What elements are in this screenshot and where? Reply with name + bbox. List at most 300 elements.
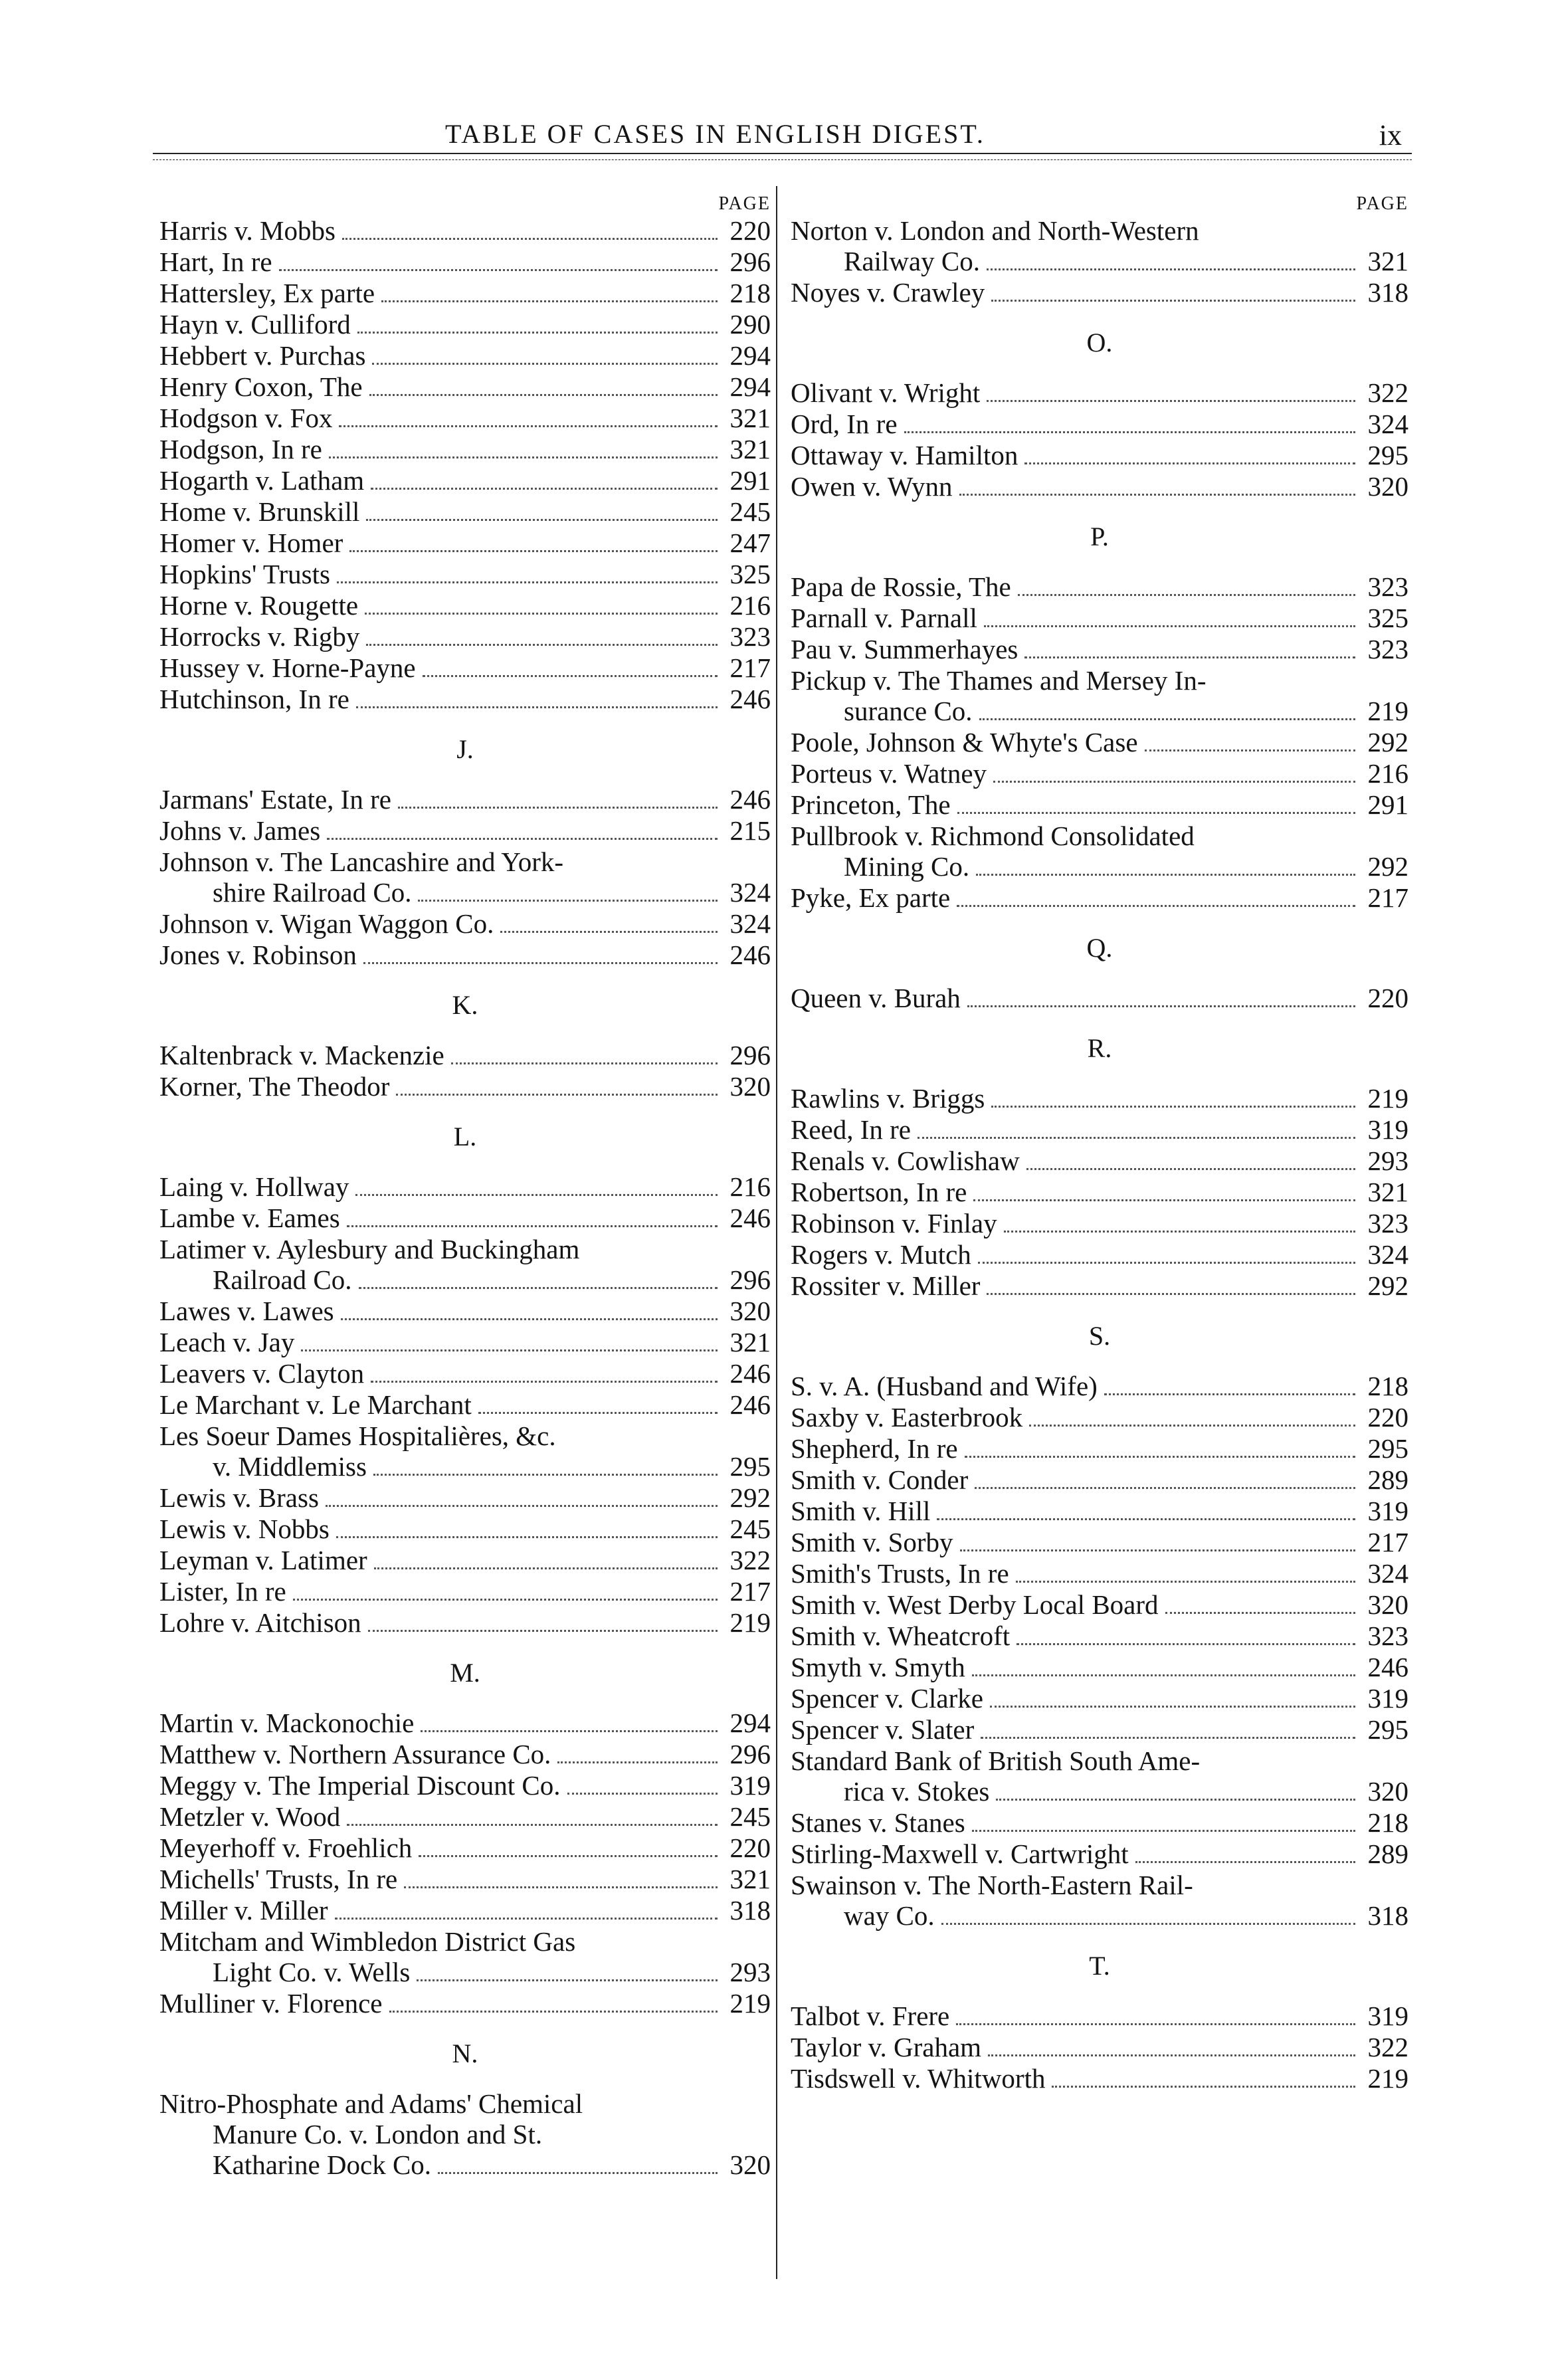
dot-leader (398, 807, 718, 809)
case-page-number: 323 (1367, 1208, 1408, 1239)
case-page-number: 322 (1367, 377, 1408, 408)
case-entry (791, 1621, 1408, 1652)
case-page-number: 324 (1367, 1558, 1408, 1589)
case-entry (791, 2063, 1408, 2094)
case-entry (791, 1683, 1408, 1714)
dot-leader (557, 1761, 718, 1763)
letter-section (791, 1302, 1408, 1932)
dot-leader (972, 1674, 1355, 1676)
page-column-label: PAGE (1356, 193, 1408, 214)
column-separator (776, 186, 777, 2279)
case-entry (159, 434, 771, 465)
case-entry (159, 1708, 771, 1739)
dot-leader (365, 613, 718, 615)
dot-leader (478, 1412, 718, 1414)
dot-leader (987, 400, 1355, 402)
case-page-number: 220 (1367, 1402, 1408, 1433)
case-entry (791, 1208, 1408, 1239)
dot-leader (959, 494, 1356, 496)
case-name: Meyerhoff v. Froehlich (159, 1833, 413, 1863)
case-entry (791, 758, 1408, 789)
case-name: Tisdswell v. Whitworth (791, 2063, 1046, 2094)
case-entry (159, 652, 771, 684)
case-page-number: 319 (729, 1770, 771, 1801)
case-page-number: 323 (1367, 571, 1408, 602)
dot-leader (293, 1599, 718, 1601)
dot-leader (372, 363, 718, 365)
case-name: Smith v. West Derby Local Board (791, 1589, 1159, 1620)
section-letter-heading: Q. (1086, 933, 1113, 963)
case-page-number: 218 (1367, 1807, 1408, 1838)
case-name: Porteus v. Watney (791, 758, 987, 789)
case-name: Smith v. Hill (791, 1496, 931, 1526)
case-name: Johnson v. The Lancashire and York- (159, 846, 564, 877)
dot-leader (368, 1630, 718, 1632)
case-entry (159, 1389, 771, 1421)
case-entry (791, 882, 1408, 914)
case-page-number: 294 (729, 340, 771, 371)
case-entry (159, 1957, 771, 1988)
case-name: Queen v. Burah (791, 983, 961, 1013)
case-page-number: 323 (1367, 634, 1408, 664)
case-entry (159, 1514, 771, 1545)
case-page-number: 293 (729, 1957, 771, 1987)
case-name: Hopkins' Trusts (159, 559, 330, 589)
case-entry (791, 1114, 1408, 1145)
case-entry (159, 496, 771, 528)
case-name: Saxby v. Easterbrook (791, 1402, 1023, 1433)
case-name: Stanes v. Stanes (791, 1807, 965, 1838)
case-entry (791, 1527, 1408, 1558)
section-letter-heading: R. (1087, 1033, 1112, 1063)
case-entry (159, 1264, 771, 1296)
case-name: Rogers v. Mutch (791, 1239, 971, 1270)
case-name: Shepherd, In re (791, 1433, 958, 1464)
case-page-number: 219 (1367, 2063, 1408, 2094)
case-name: Taylor v. Graham (791, 2032, 982, 2062)
case-page-number: 320 (729, 1071, 771, 1102)
case-entry (791, 471, 1408, 502)
dot-leader (451, 1062, 718, 1064)
case-name: Rossiter v. Miller (791, 1270, 981, 1301)
case-name: Leavers v. Clayton (159, 1358, 365, 1389)
case-page-number: 245 (729, 1801, 771, 1832)
case-entry (159, 1833, 771, 1864)
case-entry (159, 1988, 771, 2019)
case-name: Pullbrook v. Richmond Consolidated (791, 821, 1195, 851)
dot-leader (987, 1293, 1355, 1295)
letter-section (159, 1102, 771, 1638)
case-page-number: 291 (1367, 789, 1408, 820)
case-page-number: 217 (729, 652, 771, 683)
dot-leader (1135, 1861, 1355, 1863)
case-name: Lawes v. Lawes (159, 1296, 334, 1326)
running-title: TABLE OF CASES IN ENGLISH DIGEST. (445, 119, 985, 149)
case-name: Hutchinson, In re (159, 684, 349, 714)
case-name: Ord, In re (791, 409, 898, 439)
dot-leader (337, 581, 718, 583)
case-name: Leyman v. Latimer (159, 1545, 367, 1575)
case-entry (791, 603, 1408, 634)
dot-leader (341, 1318, 718, 1320)
case-name: Ottaway v. Hamilton (791, 440, 1018, 470)
dot-leader (301, 1349, 718, 1351)
case-entry (791, 215, 1408, 246)
page-header (133, 118, 1428, 158)
dot-leader (973, 1199, 1355, 1201)
case-page-number: 290 (729, 309, 771, 340)
case-page-number: 324 (729, 877, 771, 908)
case-entry (791, 1177, 1408, 1208)
case-page-number: 294 (729, 1708, 771, 1738)
case-entry (159, 1358, 771, 1389)
case-name: Pyke, Ex parte (791, 882, 951, 913)
case-entry (159, 1926, 771, 1957)
dot-leader (347, 1824, 718, 1826)
case-entry (159, 1327, 771, 1358)
header-rule-dashed (153, 159, 1412, 160)
right-sections (791, 215, 1408, 2094)
case-page-number: 319 (1367, 1683, 1408, 1714)
case-name: Harris v. Mobbs (159, 215, 336, 246)
case-page-number: 319 (1367, 1114, 1408, 1145)
case-entry (791, 1402, 1408, 1433)
case-page-number: 292 (1367, 851, 1408, 882)
case-page-number: 296 (729, 1739, 771, 1769)
case-name: Homer v. Homer (159, 528, 343, 558)
dot-leader (381, 300, 718, 302)
case-entry (159, 590, 771, 621)
case-page-number: 220 (729, 1833, 771, 1863)
dot-leader (438, 2172, 718, 2174)
case-entry (791, 2032, 1408, 2063)
case-entry (791, 440, 1408, 471)
dot-leader (1024, 462, 1355, 464)
case-name: Hart, In re (159, 247, 272, 277)
dot-leader (937, 1518, 1355, 1520)
case-name: Hussey v. Horne-Payne (159, 652, 416, 683)
case-entry (159, 1576, 771, 1607)
case-name: Spencer v. Clarke (791, 1683, 983, 1714)
case-page-number: 245 (729, 496, 771, 527)
dot-leader (366, 519, 718, 521)
case-page-number: 293 (1367, 1145, 1408, 1176)
case-page-number: 292 (1367, 1270, 1408, 1301)
case-name: Metzler v. Wood (159, 1801, 341, 1832)
case-page-number: 321 (1367, 1177, 1408, 1207)
section-letter-heading: N. (452, 2038, 478, 2068)
case-page-number: 246 (729, 1389, 771, 1420)
case-name: Hayn v. Culliford (159, 309, 351, 340)
case-entry (791, 1807, 1408, 1838)
case-entry (159, 784, 771, 815)
case-entry (791, 1558, 1408, 1589)
letter-section (159, 715, 771, 971)
case-page-number: 321 (1367, 246, 1408, 276)
dot-leader (978, 1262, 1355, 1264)
case-name: Lewis v. Nobbs (159, 1514, 330, 1544)
case-name: Katharine Dock Co. (213, 2149, 432, 2180)
case-entry (159, 846, 771, 877)
case-name: Reed, In re (791, 1114, 911, 1145)
case-entry (791, 1745, 1408, 1776)
case-entry (791, 727, 1408, 758)
case-name: Manure Co. v. London and St. (213, 2119, 543, 2149)
case-entry (159, 1171, 771, 1203)
dot-leader (371, 488, 718, 490)
dot-leader (1018, 594, 1355, 596)
case-entry (159, 465, 771, 496)
case-page-number: 219 (729, 1988, 771, 2019)
case-entry (791, 821, 1408, 851)
section-letter-heading: J. (456, 734, 474, 764)
case-name: Lister, In re (159, 1576, 286, 1607)
case-name: Spencer v. Slater (791, 1714, 975, 1745)
case-page-number: 319 (1367, 2001, 1408, 2031)
case-entry (791, 1433, 1408, 1464)
case-entry (791, 1464, 1408, 1496)
dot-leader (389, 2011, 718, 2013)
dot-leader (972, 1830, 1355, 1832)
case-page-number: 323 (729, 621, 771, 652)
case-entry (159, 684, 771, 715)
case-name: Smyth v. Smyth (791, 1652, 965, 1682)
case-entry (791, 1714, 1408, 1745)
case-entry (791, 1838, 1408, 1870)
case-name: Stirling-Maxwell v. Cartwright (791, 1838, 1129, 1869)
case-entry (791, 1371, 1408, 1402)
case-page-number: 322 (729, 1545, 771, 1575)
case-name: Hodgson, In re (159, 434, 322, 464)
dot-leader (421, 1730, 718, 1732)
case-entry (791, 1496, 1408, 1527)
case-name: Pau v. Summerhayes (791, 634, 1018, 664)
right-column (791, 193, 1408, 2094)
letter-section (159, 2019, 771, 2181)
case-name: way Co. (844, 1900, 935, 1931)
case-entry (159, 1739, 771, 1770)
case-entry (791, 1900, 1408, 1932)
letter-section (791, 1932, 1408, 2094)
dot-leader (327, 838, 718, 840)
case-page-number: 320 (1367, 1776, 1408, 1807)
dot-leader (991, 300, 1355, 302)
case-entry (791, 1652, 1408, 1683)
case-name: Renals v. Cowlishaw (791, 1145, 1020, 1176)
case-name: Princeton, The (791, 789, 951, 820)
letter-section (791, 914, 1408, 1014)
case-page-number: 325 (729, 559, 771, 589)
case-entry (791, 1589, 1408, 1621)
case-page-number: 320 (729, 2149, 771, 2180)
case-name: Lambe v. Eames (159, 1203, 340, 1233)
case-name: Robinson v. Finlay (791, 1208, 997, 1239)
case-name: Laing v. Hollway (159, 1171, 349, 1202)
case-page-number: 295 (1367, 440, 1408, 470)
dot-leader (500, 931, 718, 933)
dot-leader (965, 1456, 1355, 1458)
case-name: Kaltenbrack v. Mackenzie (159, 1040, 444, 1070)
case-name: Mining Co. (844, 851, 970, 882)
case-entry (159, 815, 771, 846)
section-letter-heading: K. (452, 990, 478, 1020)
case-name: shire Railroad Co. (213, 877, 412, 908)
case-page-number: 296 (729, 1264, 771, 1295)
case-name: Les Soeur Dames Hospitalières, &c. (159, 1421, 556, 1451)
case-name: Talbot v. Frere (791, 2001, 950, 2031)
case-page-number: 296 (729, 247, 771, 277)
case-name: Leach v. Jay (159, 1327, 295, 1357)
case-entry (791, 571, 1408, 603)
case-page-number: 217 (1367, 882, 1408, 913)
dot-leader (996, 1799, 1355, 1801)
case-page-number: 322 (1367, 2032, 1408, 2062)
case-page-number: 292 (1367, 727, 1408, 757)
case-entry (159, 1801, 771, 1833)
case-page-number: 246 (729, 784, 771, 815)
dot-leader (1104, 1393, 1355, 1395)
dot-leader (339, 425, 718, 427)
case-page-number: 215 (729, 815, 771, 846)
case-name: Hodgson v. Fox (159, 403, 333, 433)
case-page-number: 219 (1367, 696, 1408, 726)
case-page-number: 318 (1367, 1900, 1408, 1931)
case-entry (159, 908, 771, 940)
dot-leader (975, 1487, 1355, 1489)
case-page-number: 291 (729, 465, 771, 496)
case-name: Horne v. Rougette (159, 590, 359, 621)
case-page-number: 321 (729, 434, 771, 464)
case-entry (791, 1083, 1408, 1114)
case-page-number: 292 (729, 1482, 771, 1513)
dot-leader (1026, 1168, 1355, 1170)
case-page-number: 324 (1367, 1239, 1408, 1270)
case-name: Lewis v. Brass (159, 1482, 319, 1513)
dot-leader (1052, 2086, 1355, 2088)
case-name: Parnall v. Parnall (791, 603, 977, 633)
case-page-number: 319 (1367, 1496, 1408, 1526)
case-name: Smith v. Sorby (791, 1527, 953, 1557)
case-entry (791, 246, 1408, 277)
dot-leader (396, 1094, 718, 1096)
case-name: rica v. Stokes (844, 1776, 990, 1807)
case-page-number: 246 (729, 684, 771, 714)
section-letter-heading: P. (1090, 522, 1109, 551)
case-entry (159, 528, 771, 559)
dot-leader (373, 1474, 718, 1476)
case-name: Railway Co. (844, 246, 980, 276)
dot-leader (366, 644, 718, 646)
dot-leader (349, 550, 718, 552)
letter-section (791, 502, 1408, 914)
section-letter-heading: S. (1088, 1321, 1111, 1351)
case-entry (159, 1234, 771, 1264)
dot-leader (1029, 1425, 1355, 1427)
dot-leader (984, 625, 1355, 627)
dot-leader (988, 2054, 1355, 2056)
case-name: Pickup v. The Thames and Mersey In- (791, 665, 1207, 696)
case-entry (791, 983, 1408, 1014)
case-entry (159, 1203, 771, 1234)
case-entry (159, 1864, 771, 1895)
case-name: Le Marchant v. Le Marchant (159, 1389, 472, 1420)
case-page-number: 216 (729, 590, 771, 621)
case-page-number: 320 (729, 1296, 771, 1326)
dot-leader (279, 269, 718, 271)
case-entry (791, 665, 1408, 696)
case-entry (159, 1770, 771, 1801)
letter-section (159, 215, 771, 715)
case-page-number: 294 (729, 371, 771, 402)
case-page-number: 220 (1367, 983, 1408, 1013)
case-entry (791, 1145, 1408, 1177)
case-entry (791, 634, 1408, 665)
page-column-label: PAGE (718, 193, 771, 214)
case-name: Michells' Trusts, In re (159, 1864, 398, 1894)
case-name: surance Co. (844, 696, 973, 726)
case-entry (159, 1296, 771, 1327)
left-column (159, 193, 771, 2181)
case-name: Swainson v. The North-Eastern Rail- (791, 1870, 1193, 1900)
dot-leader (342, 238, 718, 240)
case-page-number: 247 (729, 528, 771, 558)
section-letter-heading: M. (450, 1658, 480, 1688)
case-name: Hattersley, Ex parte (159, 278, 375, 308)
case-page-number: 246 (729, 1203, 771, 1233)
case-entry (159, 1451, 771, 1482)
case-entry (791, 2001, 1408, 2032)
case-page-number: 216 (1367, 758, 1408, 789)
dot-leader (918, 1137, 1355, 1139)
case-name: Jones v. Robinson (159, 940, 357, 970)
case-name: Norton v. London and North-Western (791, 215, 1199, 246)
case-name: Henry Coxon, The (159, 371, 363, 402)
case-page-number: 321 (729, 1327, 771, 1357)
case-entry (159, 247, 771, 278)
case-page-number: 289 (1367, 1464, 1408, 1495)
dot-leader (369, 394, 718, 396)
case-name: Mitcham and Wimbledon District Gas (159, 1926, 576, 1957)
dot-leader (957, 812, 1355, 814)
left-sections (159, 215, 771, 2181)
letter-section (791, 1014, 1408, 1302)
dot-leader (326, 1505, 718, 1507)
dot-leader (993, 781, 1355, 783)
case-page-number: 324 (1367, 409, 1408, 439)
case-page-number: 318 (1367, 277, 1408, 308)
dot-leader (418, 900, 718, 902)
case-entry (159, 2119, 771, 2149)
case-name: Horrocks v. Rigby (159, 621, 360, 652)
dot-leader (417, 1979, 718, 1981)
case-entry (159, 559, 771, 590)
case-page-number: 295 (729, 1451, 771, 1482)
dot-leader (423, 675, 718, 677)
case-entry (159, 278, 771, 309)
letter-section (159, 1638, 771, 2019)
case-entry (159, 1607, 771, 1638)
case-page-number: 289 (1367, 1838, 1408, 1869)
letter-section (791, 308, 1408, 502)
dot-leader (991, 1106, 1355, 1108)
case-page-number: 219 (729, 1607, 771, 1638)
case-name: Jarmans' Estate, In re (159, 784, 391, 815)
case-entry (159, 371, 771, 403)
dot-leader (957, 905, 1355, 907)
case-name: Korner, The Theodor (159, 1071, 390, 1102)
case-page-number: 320 (1367, 1589, 1408, 1620)
page-folio: ix (1379, 119, 1402, 151)
